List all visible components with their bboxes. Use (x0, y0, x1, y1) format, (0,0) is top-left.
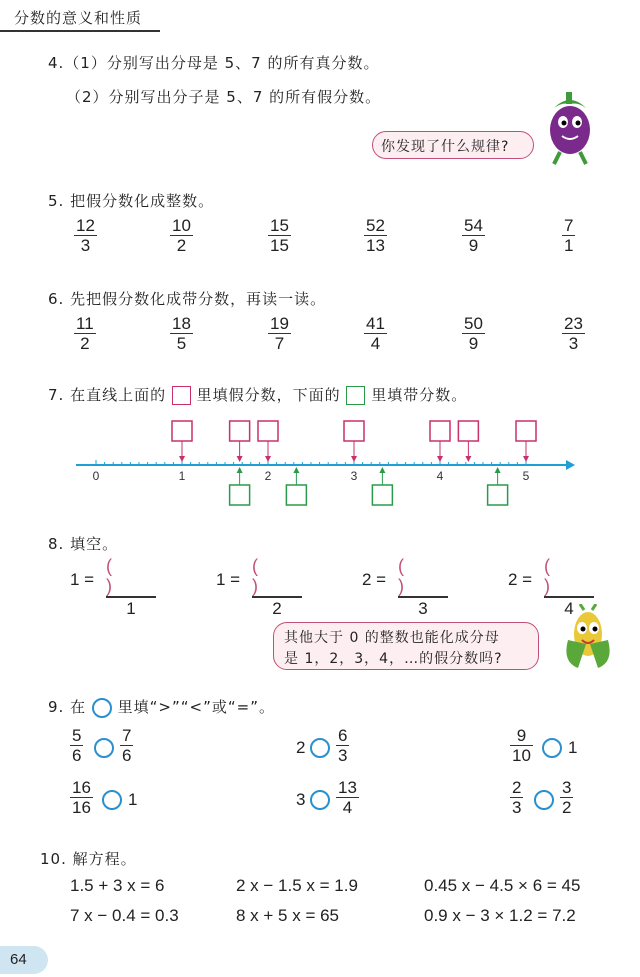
q5-fraction (462, 216, 485, 255)
denominator: 2 (176, 236, 187, 256)
numerator: 41 (366, 314, 385, 333)
q6-fraction (74, 314, 96, 353)
equation: 0.9 x − 3 × 1.2 = 7.2 (424, 906, 576, 925)
equation: 1.5 + 3 x = 6 (70, 876, 165, 895)
q5-fraction (364, 216, 387, 255)
q7-title-a: 7. 在直线上面的 (48, 386, 167, 404)
numerator: 7 (564, 216, 574, 235)
numerator: 23 (564, 314, 583, 333)
left-fraction (510, 726, 533, 765)
denominator: 13 (366, 236, 385, 256)
numerator: 11 (76, 314, 94, 333)
tick-label: 4 (436, 469, 444, 483)
bottom-answer-box (230, 485, 250, 505)
compare-circle[interactable] (542, 738, 562, 758)
denominator: 7 (274, 334, 285, 354)
denominator: 3 (80, 236, 91, 256)
bottom-pointer-arrow (379, 467, 385, 473)
bottom-answer-box (488, 485, 508, 505)
numerator: 52 (366, 216, 385, 235)
top-answer-box (172, 421, 192, 441)
q8-blank-fraction[interactable] (398, 556, 448, 620)
top-pointer-arrow (437, 456, 443, 462)
top-answer-box (344, 421, 364, 441)
whole-number: 1 (568, 738, 578, 757)
tick-label: 2 (264, 469, 272, 483)
q4-bubble-text: 你发现了什么规律? (381, 139, 510, 155)
page-number-tab (0, 946, 48, 974)
top-answer-box (458, 421, 478, 441)
denominator: 15 (270, 236, 289, 256)
numerator: 3 (562, 778, 572, 797)
page-number: 64 (10, 951, 27, 968)
bottom-answer-box (372, 485, 392, 505)
numerator: 5 (72, 726, 82, 745)
bottom-pointer-arrow (293, 467, 299, 473)
numerator: 9 (516, 726, 527, 745)
answer-blank[interactable]: ( ) (544, 556, 564, 596)
equation: 2 x − 1.5 x = 1.9 (236, 876, 358, 895)
denominator: 16 (72, 798, 91, 818)
numerator: 7 (122, 726, 132, 745)
answer-blank[interactable]: ( ) (106, 556, 126, 596)
numerator: 13 (338, 778, 357, 797)
q6-fraction (562, 314, 585, 353)
q9-title-b: 里填“>”“<”或“=”。 (117, 698, 275, 716)
denominator: 3 (568, 334, 579, 354)
compare-circle[interactable] (94, 738, 114, 758)
denominator: 10 (512, 746, 531, 766)
eggplant-mascot-icon (538, 86, 602, 166)
q8-left-side: 1 = (70, 570, 95, 589)
q6-fraction (462, 314, 485, 353)
answer-blank[interactable]: ( ) (252, 556, 272, 596)
tick-label: 0 (92, 469, 100, 483)
equation: 7 x − 0.4 = 0.3 (70, 906, 179, 925)
denominator: 5 (176, 334, 187, 354)
numerator: 15 (270, 216, 289, 235)
denominator: 3 (512, 798, 522, 818)
denominator: 2 (80, 334, 90, 354)
numerator: 18 (172, 314, 191, 333)
q7-title-c: 里填带分数。 (371, 386, 468, 404)
denominator: 3 (338, 746, 348, 766)
number-line (70, 415, 580, 510)
q7-title-b: 里填假分数，下面的 (196, 386, 341, 404)
chapter-header (0, 0, 160, 32)
q5-title: 5. 把假分数化成整数。 (48, 192, 215, 210)
equation: 0.45 x − 4.5 × 6 = 45 (424, 876, 581, 895)
compare-circle[interactable] (310, 738, 330, 758)
compare-circle[interactable] (534, 790, 554, 810)
numerator: 12 (76, 216, 95, 235)
right-fraction (120, 726, 133, 765)
top-answer-box (258, 421, 278, 441)
tick-label: 5 (522, 469, 530, 483)
top-pointer-arrow (237, 456, 243, 462)
top-pointer-arrow (465, 456, 471, 462)
bottom-pointer-arrow (495, 467, 501, 473)
right-fraction (336, 726, 349, 765)
top-answer-box (230, 421, 250, 441)
q5-fraction (170, 216, 193, 255)
denominator: 6 (72, 746, 82, 766)
q4-line1: 4.（1）分别写出分母是 5、7 的所有真分数。 (48, 54, 380, 72)
denominator: 3 (418, 598, 428, 618)
denominator: 1 (564, 236, 574, 256)
denominator: 9 (468, 334, 479, 354)
q6-fraction (170, 314, 193, 353)
whole-number: 3 (296, 790, 306, 809)
q4-speech-bubble (372, 131, 534, 159)
q9-title (48, 696, 275, 718)
whole-number: 2 (296, 738, 306, 757)
q8-left-side: 2 = (362, 570, 387, 589)
q8-speech-bubble (273, 622, 539, 670)
top-pointer-arrow (523, 456, 529, 462)
q8-bubble-line2: 是 1，2，3，4，…的假分数吗? (284, 651, 503, 667)
numerator: 19 (270, 314, 289, 333)
blue-circle-icon (92, 698, 112, 718)
q8-blank-fraction[interactable] (106, 556, 156, 620)
compare-circle[interactable] (102, 790, 122, 810)
numerator: 2 (512, 778, 522, 797)
q5-fraction (268, 216, 291, 255)
denominator: 4 (342, 798, 353, 818)
top-pointer-arrow (179, 456, 185, 462)
top-answer-box (430, 421, 450, 441)
q9-title-a: 9. 在 (48, 698, 87, 716)
axis-arrow (566, 460, 575, 470)
left-fraction (510, 778, 523, 817)
denominator: 4 (564, 598, 574, 618)
q6-title: 6. 先把假分数化成带分数，再读一读。 (48, 290, 327, 308)
q10-title: 10. 解方程。 (40, 850, 137, 868)
q5-fraction (74, 216, 97, 255)
numerator: 10 (172, 216, 191, 235)
denominator: 4 (370, 334, 381, 354)
compare-circle[interactable] (310, 790, 330, 810)
numerator: 6 (338, 726, 348, 745)
corn-mascot-icon (558, 604, 616, 670)
q8-title: 8. 填空。 (48, 535, 119, 553)
bottom-pointer-arrow (237, 467, 243, 473)
numerator: 50 (464, 314, 483, 333)
q6-fraction (268, 314, 291, 353)
q6-fraction (364, 314, 387, 353)
numerator: 54 (464, 216, 483, 235)
top-pointer-arrow (351, 456, 357, 462)
pink-box-icon (172, 386, 191, 405)
right-fraction (336, 778, 359, 817)
right-fraction (560, 778, 573, 817)
left-fraction (70, 726, 83, 765)
green-box-icon (346, 386, 365, 405)
denominator: 6 (122, 746, 132, 766)
whole-number: 1 (128, 790, 138, 809)
q8-blank-fraction[interactable] (252, 556, 302, 620)
denominator: 2 (562, 798, 572, 818)
denominator: 2 (272, 598, 282, 618)
q8-left-side: 1 = (216, 570, 241, 589)
q4-line2: （2）分别写出分子是 5、7 的所有假分数。 (66, 88, 382, 106)
equation: 8 x + 5 x = 65 (236, 906, 340, 925)
answer-blank[interactable]: ( ) (398, 556, 418, 596)
q7-title (48, 384, 467, 405)
q8-left-side: 2 = (508, 570, 533, 589)
top-answer-box (516, 421, 536, 441)
chapter-title: 分数的意义和性质 (14, 9, 143, 27)
denominator: 9 (468, 236, 479, 256)
top-pointer-arrow (265, 456, 271, 462)
q5-fraction (562, 216, 575, 255)
tick-label: 1 (178, 469, 186, 483)
q8-bubble-line1: 其他大于 0 的整数也能化成分母 (284, 630, 500, 646)
denominator: 1 (126, 598, 136, 618)
left-fraction (70, 778, 93, 817)
bottom-answer-box (286, 485, 306, 505)
tick-label: 3 (350, 469, 358, 483)
numerator: 16 (72, 778, 91, 797)
